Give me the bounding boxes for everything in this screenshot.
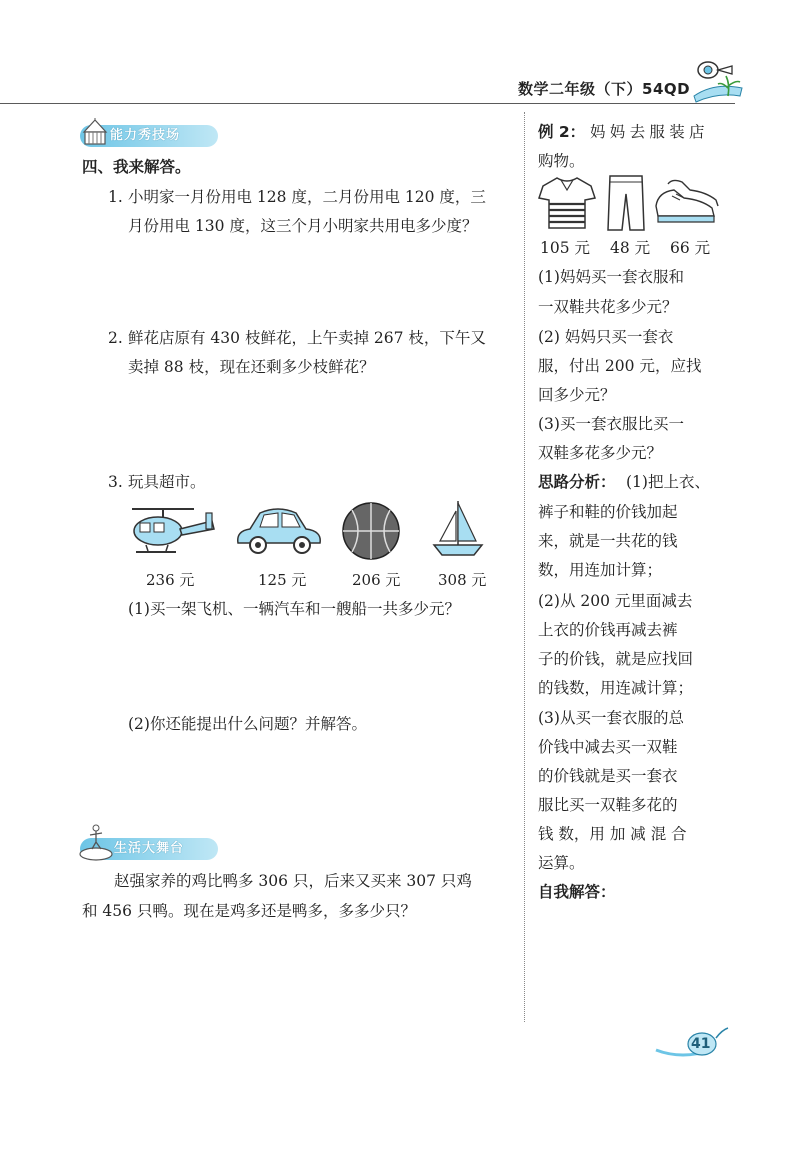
analysis-line: 的钱数，用连减计算； [538,679,694,697]
problem3-title: 玩具超市。 [128,473,206,491]
basketball-price: 206 元 [352,571,401,589]
striped-shirt-icon [537,176,597,230]
header-title: 数学二年级（下）54QD [518,80,691,98]
column-divider [524,112,525,1022]
banner-ability-label: 能力秀技场 [110,128,181,143]
analysis-line: (3)从买一套衣服的总 [538,709,684,727]
analysis-line: 价钱中减去买一双鞋 [538,738,678,756]
header-rule [0,103,735,104]
page-number: 41 [691,1036,711,1052]
example-line1: 妈妈去服装店 [590,123,709,141]
analysis-line: (2)从 200 元里面减去 [538,592,693,610]
problem1-line2: 月份用电 130 度，这三个月小明家共用电多少度？ [128,217,478,235]
life-problem-line2: 和 456 只鸭。现在是鸡多还是鸭多，多多少只？ [82,902,416,920]
example-q3-line2: 双鞋多花多少元？ [538,444,663,462]
banner-life-label: 生活大舞台 [114,841,185,856]
helicopter-price: 236 元 [146,571,195,589]
analysis-line: 的价钱就是买一套衣 [538,767,678,785]
toy-car-icon [232,503,326,559]
problem1-number: 1. [108,188,123,206]
analysis-line: (1)把上衣、 [626,473,710,491]
example-q2-line3: 回多少元？ [538,386,616,404]
analysis-line: 上衣的价钱再减去裤 [538,621,678,639]
plant-watering-can-icon [688,56,746,108]
problem2-line2: 卖掉 88 枝，现在还剩多少枝鲜花？ [128,358,375,376]
analysis-line: 数，用连加计算； [538,561,663,579]
sailboat-icon [430,497,486,559]
section-title: 四、我来解答。 [82,158,191,176]
problem2-number: 2. [108,329,123,347]
analysis-line: 裤子和鞋的价钱加起 [538,503,678,521]
analysis-line: 钱 数，用 加 减 混 合 [538,825,687,843]
helicopter-icon [128,503,220,559]
analysis-line: 服比买一双鞋多花的 [538,796,678,814]
example-q2-line1: (2) 妈妈只买一套衣 [538,328,674,346]
analysis-label: 思路分析： [538,473,616,491]
problem3-question1: (1)买一架飞机、一辆汽车和一艘船一共多少元？ [128,600,460,618]
sneakers-price: 66 元 [670,239,711,257]
analysis-line: 来，就是一共花的钱 [538,532,678,550]
example-q2-line2: 服，付出 200 元，应找 [538,357,702,375]
example-q1-line1: (1)妈妈买一套衣服和 [538,268,684,286]
example-q3-line1: (3)买一套衣服比买一 [538,415,684,433]
problem3-number: 3. [108,473,123,491]
life-problem-line1: 赵强家养的鸡比鸭多 306 只，后来又买来 307 只鸡 [114,872,472,890]
sailboat-price: 308 元 [438,571,487,589]
self-answer-label: 自我解答： [538,883,616,901]
analysis-line: 子的价钱，就是应找回 [538,650,694,668]
problem3-question2: (2)你还能提出什么问题？并解答。 [128,715,367,733]
trousers-icon [606,174,646,232]
example-line2: 购物。 [538,152,585,170]
stage-dancer-icon [78,822,114,862]
analysis-line: 运算。 [538,854,585,872]
problem1-line1: 小明家一月份用电 128 度，二月份用电 120 度，三 [128,188,486,206]
basketball-icon [340,500,402,562]
trousers-price: 48 元 [610,239,651,257]
car-price: 125 元 [258,571,307,589]
circus-tent-icon [80,118,110,148]
shirt-price: 105 元 [540,239,591,257]
problem2-line1: 鲜花店原有 430 枝鲜花，上午卖掉 267 枝，下午又 [128,329,486,347]
example-label: 例 2： [538,123,586,141]
example-q1-line2: 一双鞋共花多少元？ [538,298,678,316]
sneakers-icon [654,178,720,226]
